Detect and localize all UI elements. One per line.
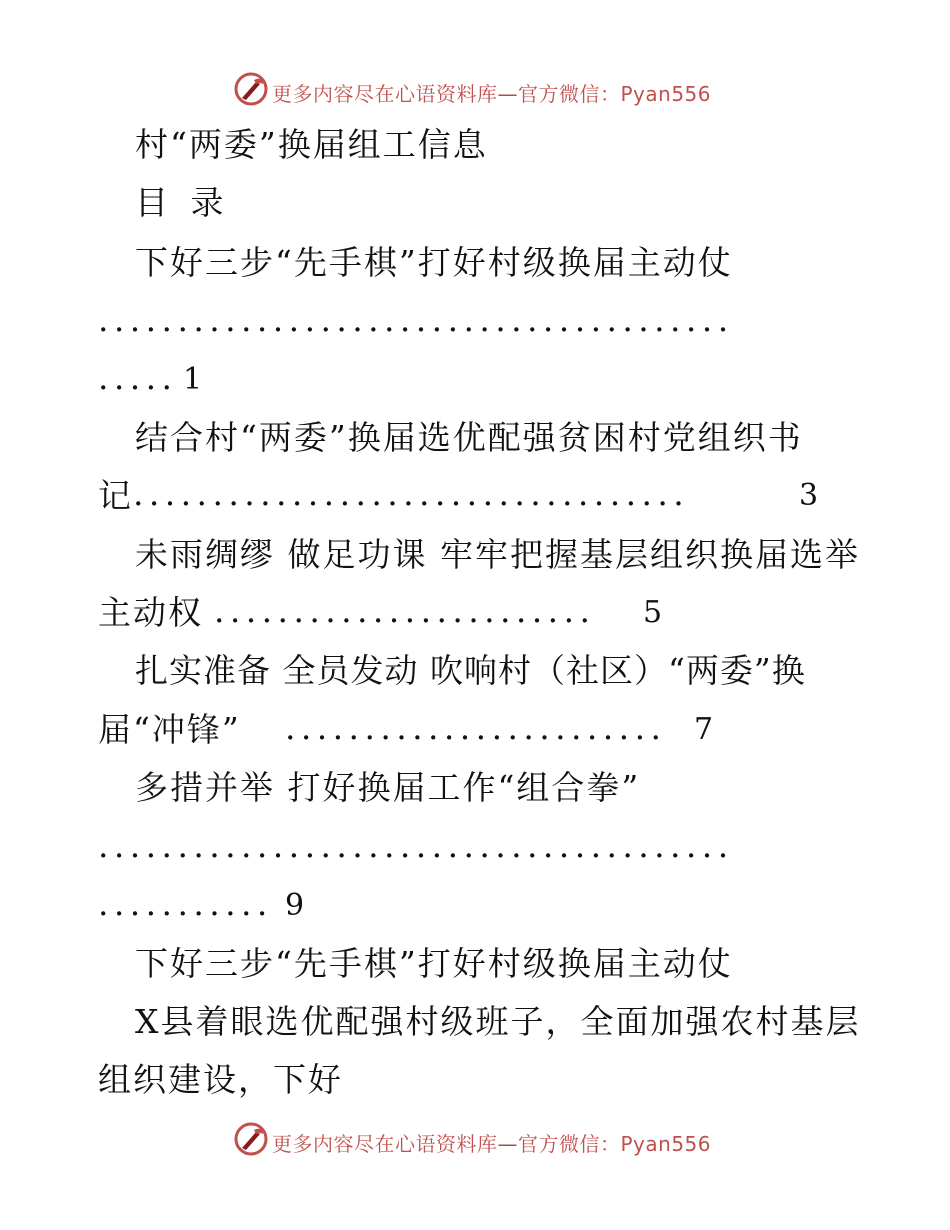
toc-entry-1-title[interactable]: 下好三步“先手棋”打好村级换届主动仗 <box>135 243 733 282</box>
toc-entry-3-title-cont[interactable]: 主动权 <box>98 593 203 632</box>
watermark-separator: — <box>497 82 518 106</box>
toc-entry-1-leader-end: ..... <box>98 358 178 397</box>
toc-entry-1-page[interactable]: 1 <box>183 362 203 397</box>
toc-entry-3-leader: ........................ <box>214 591 596 630</box>
toc-entry-4-page[interactable]: 7 <box>694 712 714 747</box>
toc-entry-5-title[interactable]: 多措并举 打好换届工作“组合拳” <box>135 768 641 807</box>
watermark-wechat-id: Pyan556 <box>620 1132 712 1156</box>
watermark-wechat-label: 官方微信： <box>518 82 621 106</box>
watermark-footer <box>0 1120 950 1160</box>
body-paragraph-line-2: 组织建设，下好 <box>98 1060 343 1099</box>
quill-logo-icon <box>234 1122 268 1156</box>
toc-entry-2-page[interactable]: 3 <box>799 478 819 513</box>
watermark-separator: — <box>497 1132 518 1156</box>
body-paragraph-line-1: X县着眼选优配强村级班子，全面加强农村基层 <box>135 1002 861 1041</box>
toc-entry-1-leader: ........................................ <box>98 300 734 339</box>
toc-entry-4-title[interactable]: 扎实准备 全员发动 吹响村（社区）“两委”换 <box>135 651 806 690</box>
quill-logo-icon <box>234 72 268 106</box>
watermark-brand: 更多内容尽在心语资料库 <box>272 82 498 106</box>
watermark-wechat-id: Pyan556 <box>620 82 712 106</box>
watermark-text <box>272 1128 711 1157</box>
toc-entry-4-title-cont[interactable]: 届“冲锋” <box>98 710 241 749</box>
watermark-brand: 更多内容尽在心语资料库 <box>272 1132 498 1156</box>
document-title: 村“两委”换届组工信息 <box>135 125 488 164</box>
toc-entry-2-title[interactable]: 结合村“两委”换届选优配强贫困村党组织书 <box>135 418 803 457</box>
toc-entry-3-page[interactable]: 5 <box>643 595 663 630</box>
watermark-wechat-label: 官方微信： <box>518 1132 621 1156</box>
toc-entry-4-leader: ........................ <box>285 708 667 747</box>
toc-entry-2-leader: ................................... <box>133 474 690 513</box>
section-title: 下好三步“先手棋”打好村级换届主动仗 <box>135 944 733 983</box>
toc-entry-3-title[interactable]: 未雨绸缪 做足功课 牢牢把握基层组织换届选举 <box>135 535 860 574</box>
toc-entry-2-title-cont[interactable]: 记 <box>98 476 133 515</box>
watermark-text <box>272 78 711 107</box>
watermark-header <box>0 70 950 110</box>
toc-entry-5-leader: ........................................ <box>98 826 734 865</box>
toc-entry-5-page[interactable]: 9 <box>285 888 305 923</box>
toc-heading: 目 录 <box>135 183 230 222</box>
toc-entry-5-leader-end: ........... <box>98 884 273 923</box>
